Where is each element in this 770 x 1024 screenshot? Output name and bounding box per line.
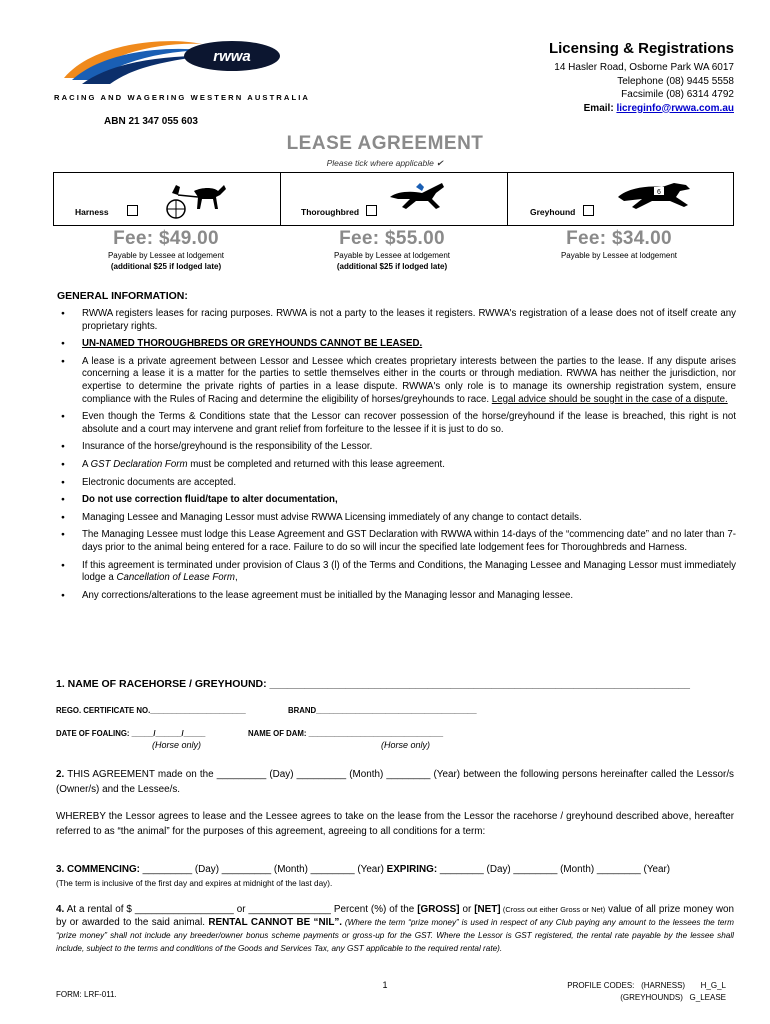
greyhound-fee <box>506 228 732 261</box>
logo-wordmark: rwwa <box>213 48 251 65</box>
contact-title: Licensing & Registrations <box>548 40 734 57</box>
tick-note: Please tick where applicable ✔ <box>326 158 444 168</box>
general-info-title: GENERAL INFORMATION: <box>57 290 188 302</box>
facsimile: Facsimile (08) 6314 4792 <box>621 89 734 100</box>
harness-label: Harness <box>75 207 109 217</box>
gst-form-name: GST Declaration Form <box>90 458 188 470</box>
list-item: ● Insurance of the horse/greyhound is the responsibility of the Lessor. <box>60 441 736 454</box>
list-item: ● UN-NAMED THOROUGHBREDS OR GREYHOUNDS CANNOT BE LEASED. <box>60 338 736 351</box>
whereby-paragraph: WHEREBY the Lessor agrees to lease and the Lessee agrees to take on the lease from the Lessor the racehorse / greyhound described above, hereafter referred to as “the animal” for the purposes of this agreement, agreeing to all conditions for a term: <box>56 811 734 837</box>
harness-fee-payable: Payable by Lessee at lodgement <box>107 251 225 260</box>
name-of-dam-field[interactable]: NAME OF DAM: _______________________________ <box>248 729 444 738</box>
cancellation-form-name: Cancellation of Lease Form <box>116 572 235 584</box>
list-item <box>60 356 736 406</box>
list-item-text: , <box>234 572 238 584</box>
expiring-blanks: ________ (Day) ________ (Month) ________ (Year) <box>437 864 671 875</box>
section-number: 4. <box>56 904 65 915</box>
horse-only-note: (Horse only) <box>152 740 202 750</box>
agreement-date-text: THIS AGREEMENT made on the _________ (Day) _________ (Month) ________ (Year) between the following persons hereinafter called the Lessor/s (Owner/s) and the Lessee/s. <box>56 769 734 795</box>
animal-type-box <box>53 172 734 226</box>
email-link[interactable]: licreginfo@rwwa.com.au <box>616 102 734 114</box>
prize-money-note: (Where the term “prize money” is used in respect of any Club paying any amount to the lessees the term “prize money” shall not include any breeder/owner bonus scheme payments or gross-up for the GST. Where the Lessor is GST registered, the rental rate payable by the lessee shall include, subject to the terms and conditions of the Goods and Services Tax, any GST applicable to the required rental rate). <box>56 918 734 953</box>
email-line <box>434 102 734 116</box>
list-item: ● Even though the Terms & Conditions state that the Lessor can recover possession of the horse/greyhound if the lease is breached, this right is not absolute and a court may intervene and grant relief from forfeiture to the lessee if it is just to do so. <box>60 411 736 436</box>
date-of-foaling-field[interactable]: DATE OF FOALING: _____/______/_____ <box>56 729 206 738</box>
greyhounds-code: G_LEASE <box>689 992 726 1002</box>
greyhounds-code-label: (GREYHOUNDS) <box>620 992 683 1002</box>
thoroughbred-fee-late: (additional $25 if lodged late) <box>336 262 448 271</box>
rego-certificate-field[interactable]: REGO. CERTIFICATE NO.______________________ <box>56 706 246 715</box>
racehorse-name-field[interactable]: 1. NAME OF RACEHORSE / GREYHOUND: ________________________________________________________________________ <box>56 678 690 690</box>
greyhound-checkbox[interactable] <box>583 205 594 216</box>
page-title: LEASE AGREEMENT <box>286 133 484 154</box>
list-item: ● Electronic documents are accepted. <box>60 477 736 490</box>
thoroughbred-cell <box>280 173 507 225</box>
page-number: 1 <box>382 980 388 990</box>
term-dates-row[interactable] <box>56 862 734 877</box>
cross-out-note: (Cross out either Gross or Net) <box>500 905 606 914</box>
harness-icon <box>158 179 228 219</box>
term-note: (The term is inclusive of the first day and expires at midnight of the last day). <box>56 879 333 888</box>
list-item <box>60 560 736 585</box>
greyhound-cell <box>507 173 734 225</box>
harness-fee-amount: Fee: $49.00 <box>113 228 219 249</box>
harness-code: H_G_L <box>700 981 726 990</box>
list-item-text: A <box>82 458 91 470</box>
org-name: RACING AND WAGERING WESTERN AUSTRALIA <box>54 93 311 102</box>
list-item-text: If this agreement is terminated under provision of Claus 3 (l) of the Terms and Conditions, the Managing Lessee and Managing Lessor must immediately lodge a <box>82 559 736 584</box>
abn: ABN 21 347 055 603 <box>104 116 198 127</box>
profile-codes <box>567 980 726 1003</box>
rental-paragraph[interactable] <box>56 903 734 955</box>
svg-text:6: 6 <box>657 189 661 196</box>
greyhound-icon <box>616 179 696 213</box>
legal-advice-text: Legal advice should be sought in the case of a dispute. <box>491 393 728 405</box>
email-label: Email: <box>583 102 617 114</box>
list-item: ● RWWA registers leases for racing purposes. RWWA is not a party to the leases it registers. RWWA's registration of a lease does not of itself create any proprietary rights. <box>60 308 736 333</box>
harness-checkbox[interactable] <box>127 205 138 216</box>
section-number: 2. <box>56 769 65 780</box>
thoroughbred-fee-amount: Fee: $55.00 <box>339 228 445 249</box>
general-info-list <box>60 308 736 607</box>
brand-field[interactable]: BRAND_____________________________________ <box>288 706 477 715</box>
greyhound-fee-payable: Payable by Lessee at lodgement <box>560 251 678 260</box>
net-option[interactable]: [NET] <box>474 904 501 915</box>
greyhound-label: Greyhound <box>530 207 576 217</box>
harness-code-label: (HARNESS) <box>641 981 686 990</box>
harness-fee <box>53 228 279 272</box>
form-code: FORM: LRF-011. <box>56 990 117 999</box>
thoroughbred-label: Thoroughbred <box>301 207 360 217</box>
thoroughbred-fee-payable: Payable by Lessee at lodgement <box>333 251 451 260</box>
list-item: ● Any corrections/alterations to the lease agreement must be initialled by the Managing lessor and Managing lessee. <box>60 590 736 603</box>
address: 14 Hasler Road, Osborne Park WA 6017 <box>554 62 734 73</box>
greyhound-fee-amount: Fee: $34.00 <box>566 228 672 249</box>
horse-only-note: (Horse only) <box>381 740 431 750</box>
contact-block <box>434 40 734 115</box>
commencing-label: 3. COMMENCING: <box>56 864 140 875</box>
thoroughbred-checkbox[interactable] <box>366 205 377 216</box>
harness-cell <box>54 173 279 225</box>
gross-option[interactable]: [GROSS] <box>417 904 460 915</box>
profile-codes-label: PROFILE CODES: <box>567 981 635 990</box>
rental-nil-warning: RENTAL CANNOT BE “NIL”. <box>208 917 343 928</box>
agreement-date-paragraph[interactable] <box>56 767 734 797</box>
rental-text: At a rental of $ __________________ or _______________ Percent (%) of the <box>64 904 418 915</box>
harness-fee-late: (additional $25 if lodged late) <box>110 262 222 271</box>
thoroughbred-fee <box>279 228 505 272</box>
list-item-text: must be completed and returned with this lease agreement. <box>187 458 445 470</box>
list-item <box>60 459 736 472</box>
expiring-label: EXPIRING: <box>386 864 438 875</box>
rental-text: value of all prize money won by or awarded to the said animal. <box>56 904 734 928</box>
thoroughbred-icon <box>386 181 456 215</box>
list-item: ● Do not use correction fluid/tape to alter documentation, <box>60 494 736 507</box>
list-item: ● The Managing Lessee must lodge this Lease Agreement and GST Declaration with RWWA within 14-days of the “commencing date” and no later than 7-days prior to the animal being entered for a race. Failure to do so will incur the specified late lodgement fees for Thoroughbreds and Harness. <box>60 529 736 554</box>
commencing-blanks: _________ (Day) _________ (Month) ________ (Year) <box>139 864 387 875</box>
list-item: ● Managing Lessee and Managing Lessor must advise RWWA Licensing immediately of any change to contact details. <box>60 512 736 525</box>
telephone: Telephone (08) 9445 5558 <box>617 75 734 87</box>
list-item-text: A lease is a private agreement between Lessor and Lessee which creates proprietary interests between the parties to the lease. If any dispute arises concerning a lease it is a matter for the parties to settle themselves either in the courts or through mediation. RWWA has neither the jurisdiction, nor expertise to determine the private rights of parties in a lease dispute. RWWA's only role is to manage its ownership registration system, ensure compliance with the Rules of Racing and determine the eligibility of horses/greyhounds to race. <box>82 355 736 405</box>
rental-text: or <box>459 904 475 915</box>
